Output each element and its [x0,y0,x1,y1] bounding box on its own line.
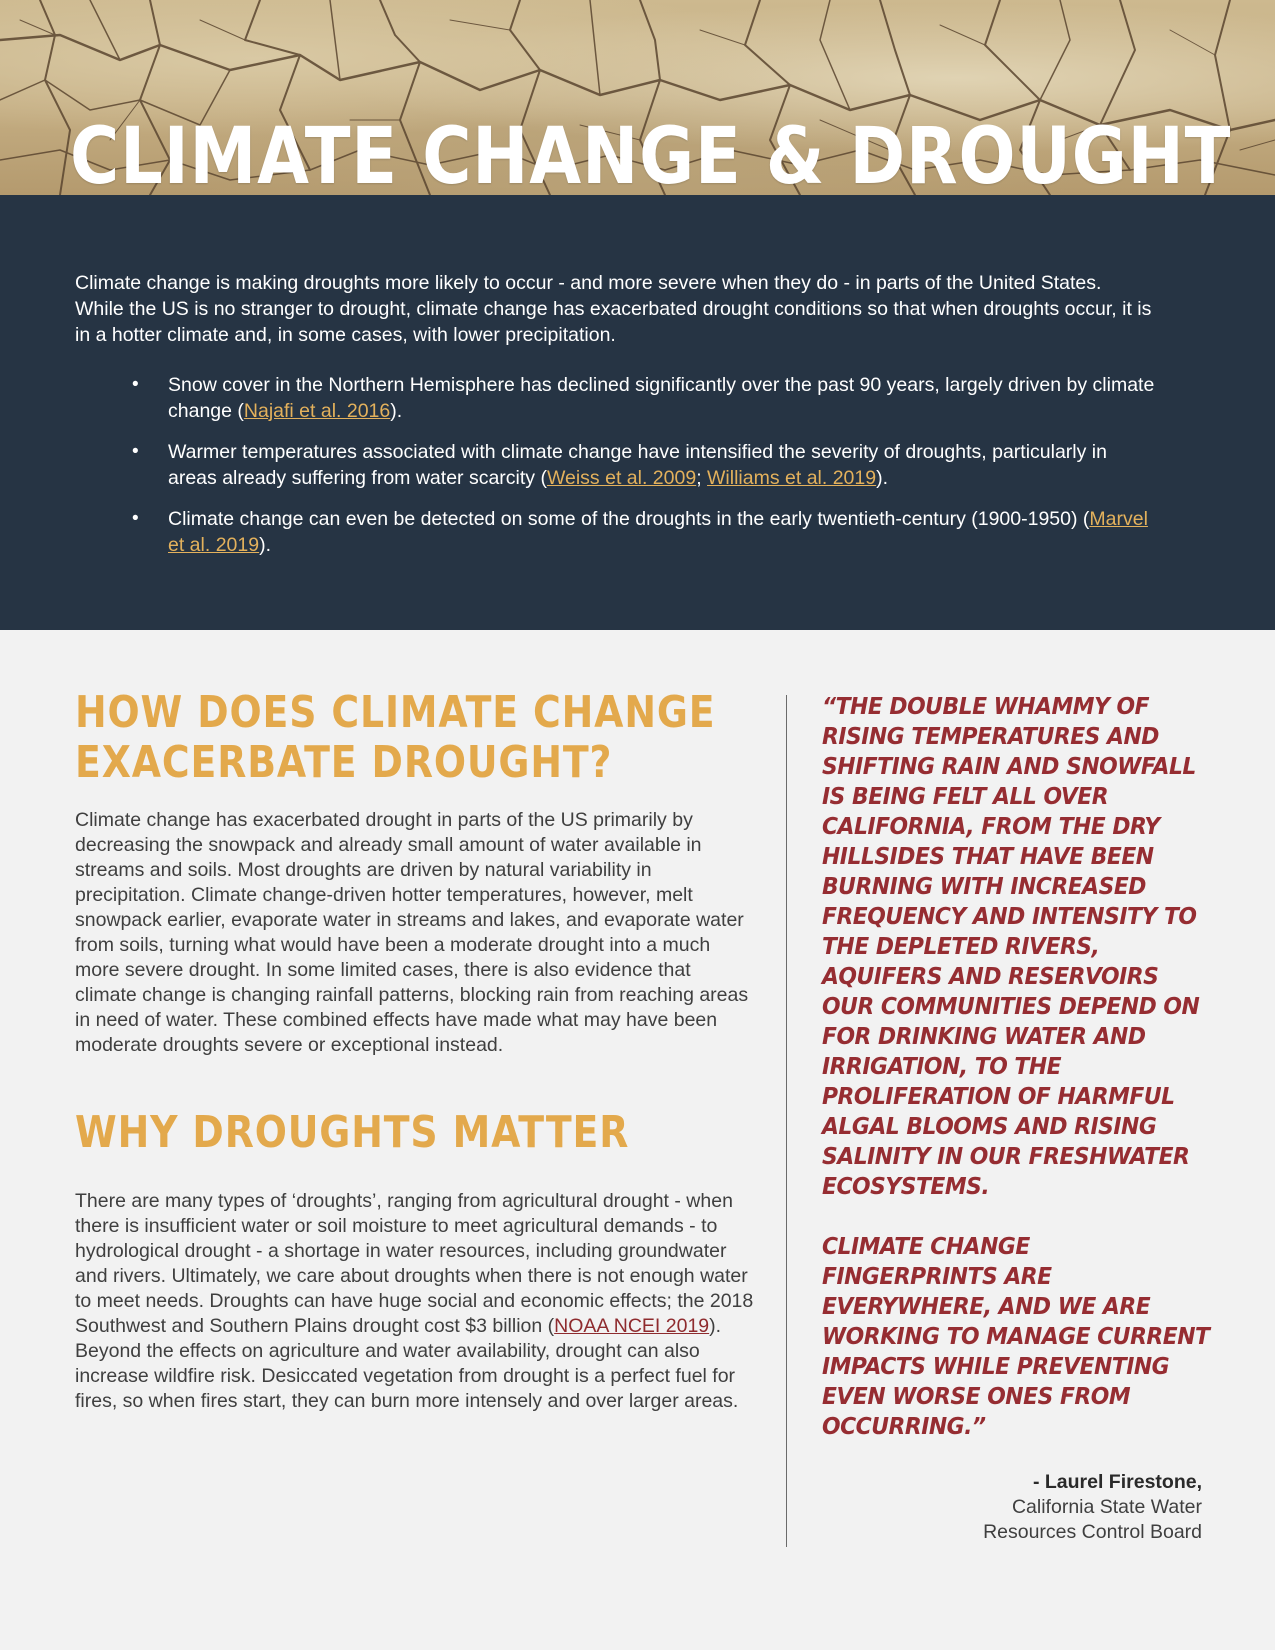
citation-separator: ; [696,467,708,489]
page-title: CLIMATE CHANGE & DROUGHT [70,112,1232,195]
citation-link-weiss[interactable]: Weiss et al. 2009 [546,467,697,489]
citation-link-noaa[interactable]: NOAA NCEI 2019 [554,1315,710,1337]
main-column [75,688,755,1414]
pull-quote-part-1: “THE DOUBLE WHAMMY OF RISING TEMPERATURES AND SHIFTING RAIN AND SNOWFALL IS BEING FELT ALL OVER CALIFORNIA, FROM THE DRY HILLSIDES THAT HAVE BEEN BURNING WITH INCREASED FREQUENCY AND INTENSITY TO THE DEPLETED RIVERS, AQUIFERS AND RESERVOIRS OUR COMMUNITIES DEPEND ON FOR DRINKING WATER AND IRRIGATION, TO THE PROLIFERATION OF HARMFUL ALGAL BLOOMS AND RISING SALINITY IN OUR FRESHWATER ECOSYSTEMS. [822,694,1200,1200]
section-heading-how: HOW DOES CLIMATE CHANGE EXACERBATE DROUGHT? [75,687,716,788]
bullet-icon: • [132,374,139,395]
citation-link-williams[interactable]: Williams et al. 2019 [707,467,877,489]
quote-attribution [822,1470,1202,1545]
pull-quote-part-2: CLIMATE CHANGE FINGERPRINTS ARE EVERYWHERE, AND WE ARE WORKING TO MANAGE CURRENT IMPACTS WHILE PREVENTING EVEN WORSE ONES FROM OCCURRING.” [822,1234,1210,1440]
citation-link-najafi[interactable]: Najafi et al. 2016 [243,400,391,422]
bullet-text-end: ). [390,400,403,422]
paragraph-text-end: ). Beyond the effects on agriculture and water availability, drought can also increase wildfire risk. Desiccated vegetation from drought is a perfect fuel for fires, so when fires start, they can burn more intensely and over larger areas. [75,1315,739,1412]
citation-link-marvel[interactable]: Marvel et al. 2019 [168,508,1148,556]
bullet-icon: • [132,441,139,462]
section-paragraph-how: Climate change has exacerbated drought in parts of the US primarily by decreasing the snowpack and already small amount of water available in streams and soils. Most droughts are driven by natural variability in precipitation. Climate change-driven hotter temperatures, however, melt snowpack earlier, evaporate water in streams and lakes, and evaporate water from soils, turning what would have been a moderate drought into a much more severe drought. In some limited cases, there is also evidence that climate change is changing rainfall patterns, blocking rain from reaching areas in need of water. These combined effects have made what may have been moderate droughts severe or exceptional instead. [75,809,749,1056]
section-heading-why: WHY DROUGHTS MATTER [75,1107,630,1158]
list-item [75,372,1155,424]
paragraph-text: There are many types of ‘droughts’, ranging from agricultural drought - when there is insufficient water or soil moisture to meet agricultural demands - to hydrological drought - a shortage in water resources, including groundwater and rivers. Ultimately, we care about droughts when there is not enough water to meet needs. Droughts can have huge social and economic effects; the 2018 Southwest and Southern Plains drought cost $3 billion ( [75,1190,754,1337]
intro-paragraph: Climate change is making droughts more likely to occur - and more severe when they do - in parts of the United States. While the US is no stranger to drought, climate change has exacerbated drought conditions so that when droughts occur, it is in a hotter climate and, in some cases, with lower precipitation. [75,272,1152,346]
bullet-text: Warmer temperatures associated with climate change have intensified the severity of droughts, particularly in areas already suffering from water scarcity ( [168,441,1107,489]
quote-author: - Laurel Firestone, [1032,1471,1202,1493]
header-banner [0,0,1275,195]
quote-affiliation-line-1: California State Water [1011,1496,1202,1518]
bullet-text-end: ). [876,467,889,489]
intro-section [0,195,1275,630]
bullet-text: Snow cover in the Northern Hemisphere has declined significantly over the past 90 years, largely driven by climate change ( [168,374,1155,422]
bullet-text: Climate change can even be detected on some of the droughts in the early twentieth-century (1900-1950) ( [168,508,1090,530]
bullet-icon: • [132,508,139,529]
section-paragraph-why [75,1189,755,1414]
pull-quote-column [822,692,1210,1545]
bullet-text-end: ). [259,534,271,556]
list-item [75,439,1155,491]
intro-bullet-list [75,372,1155,573]
list-item [75,506,1155,558]
column-divider [786,695,787,1547]
quote-affiliation-line-2: Resources Control Board [983,1521,1202,1543]
